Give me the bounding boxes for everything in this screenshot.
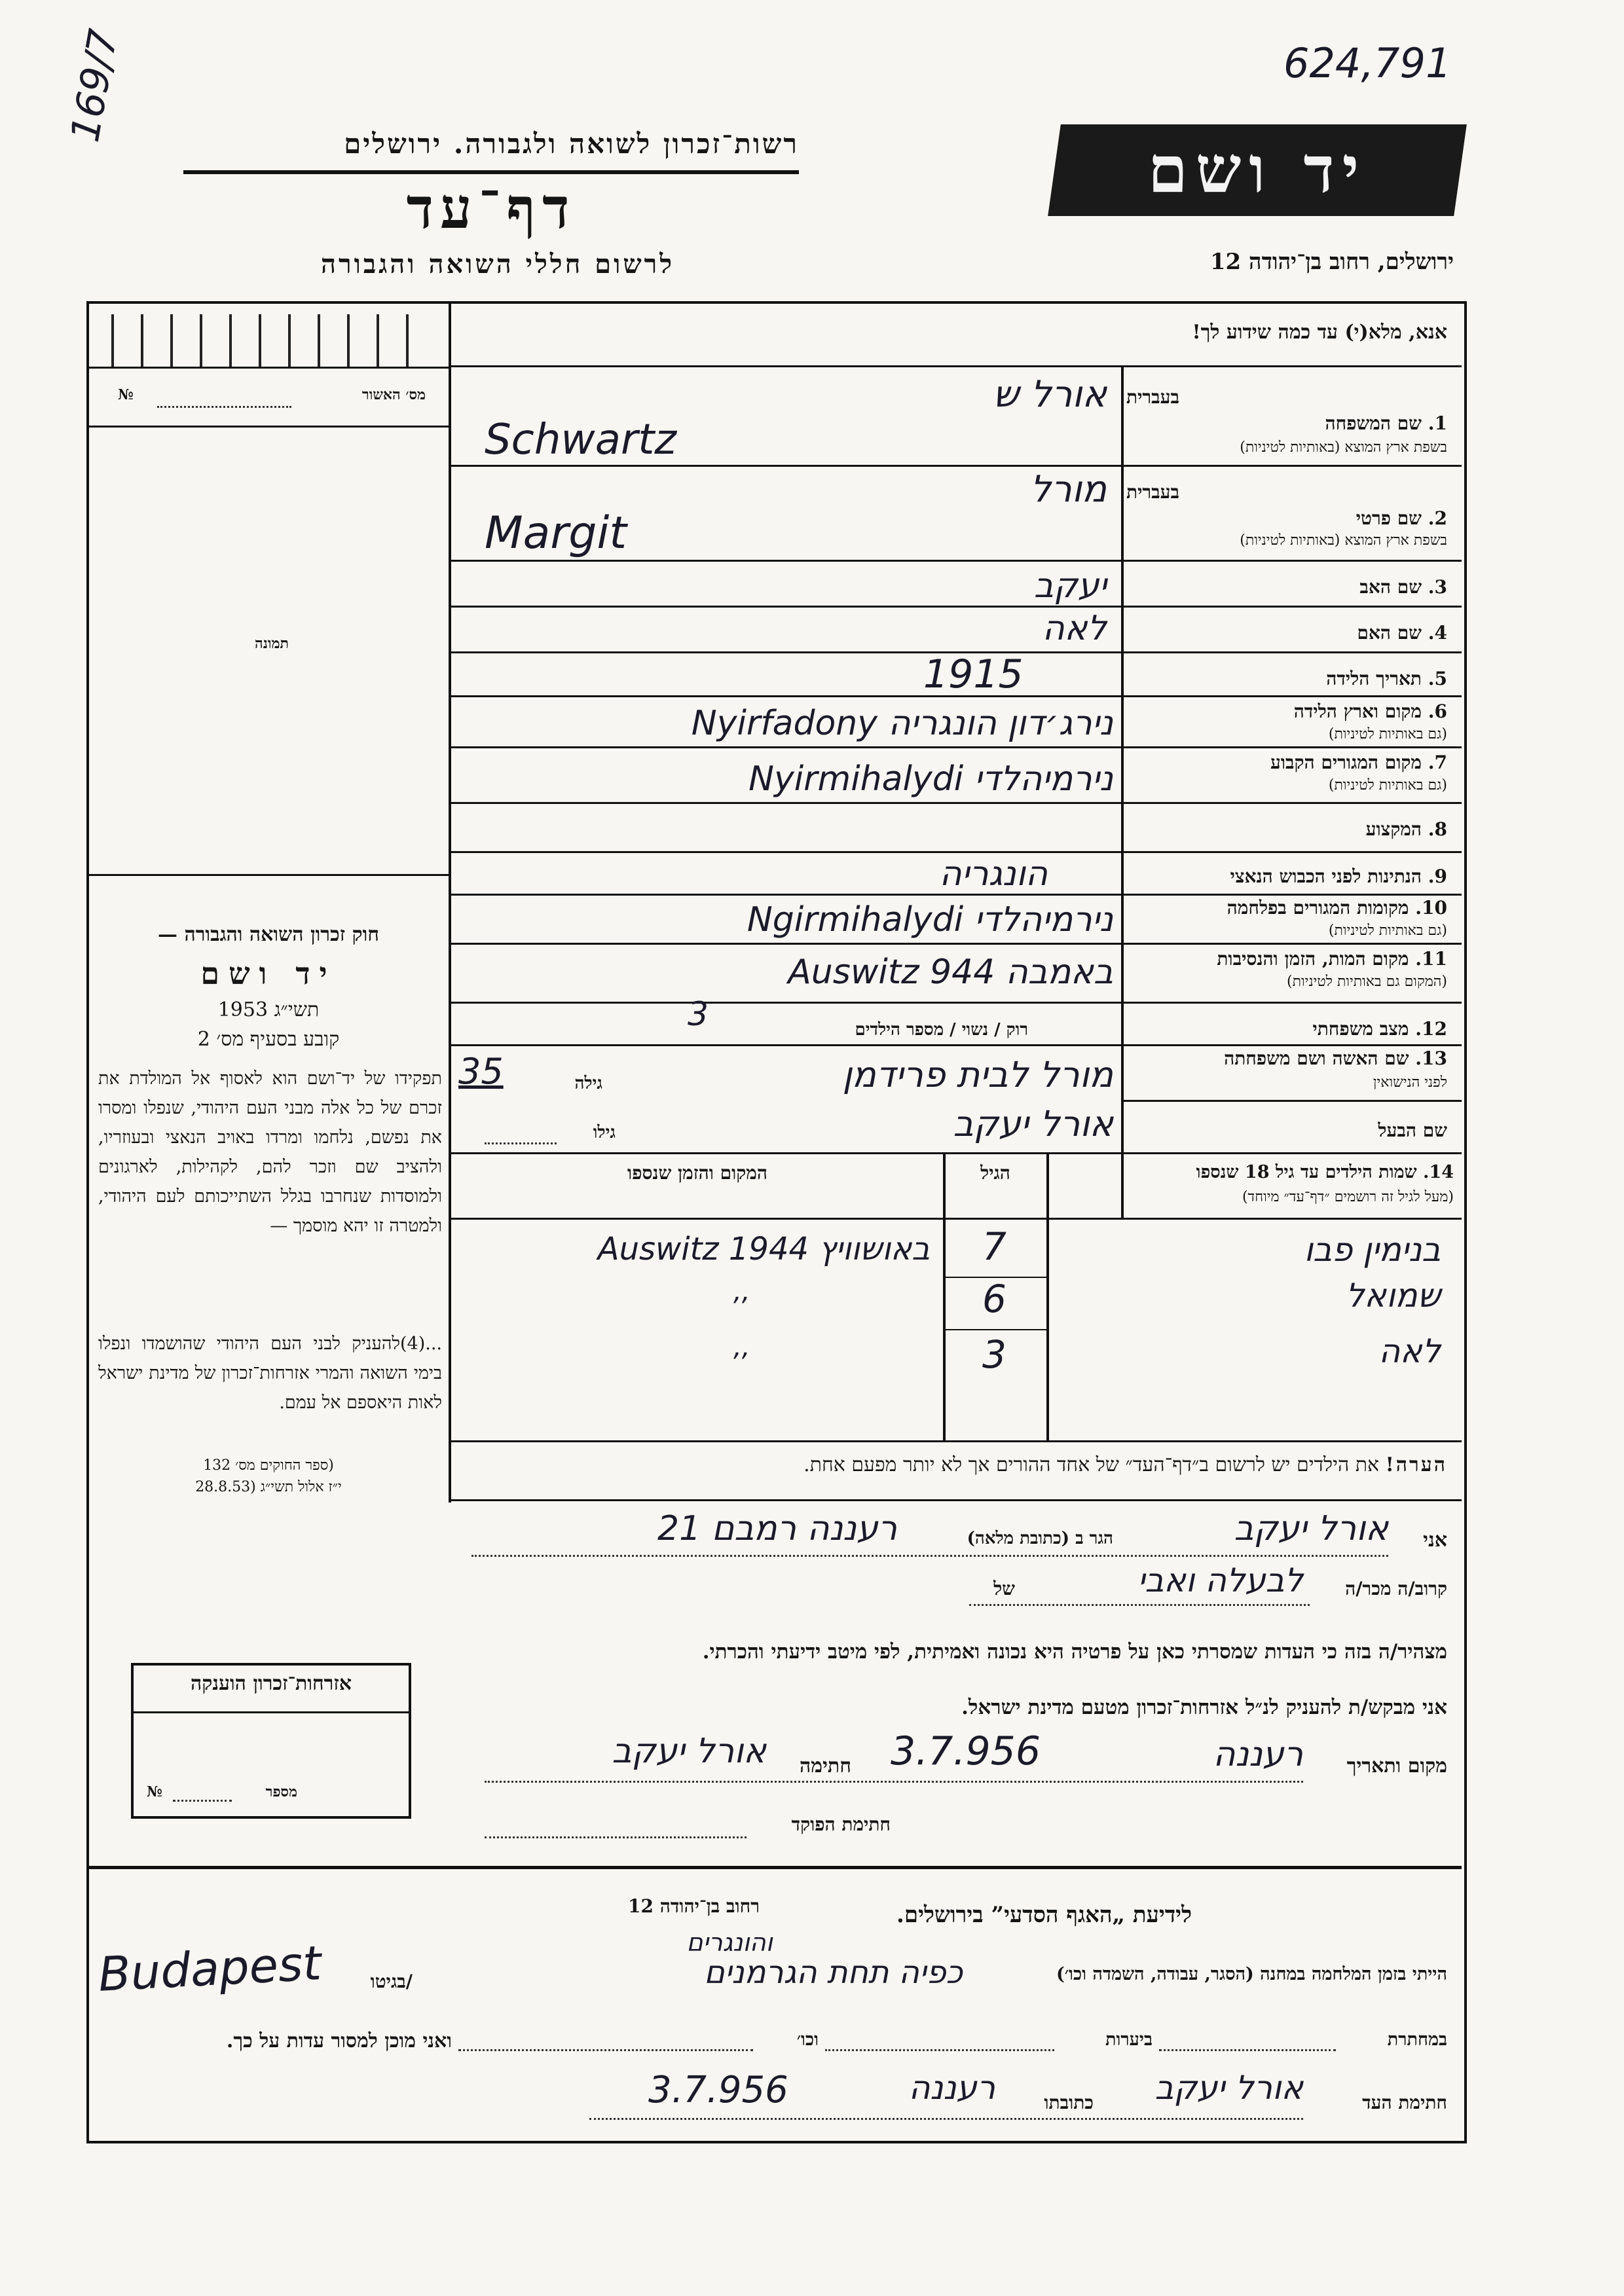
authority-underline [183, 170, 799, 174]
citizenship-number-label: מספר [265, 1783, 297, 1800]
declaration-relative-value[interactable]: לבעלה ואבי [1137, 1561, 1303, 1599]
field-5-value[interactable]: 1915 [923, 651, 1024, 697]
row-9-line [449, 894, 1462, 896]
approval-label: מס׳ האשור [361, 386, 426, 403]
info-address: רחוב בן־יהודה 12 [628, 1895, 760, 1917]
field-1-value-latin[interactable]: Schwartz [485, 416, 676, 464]
citizenship-number-field[interactable] [173, 1800, 232, 1802]
info-top-border [86, 1866, 1462, 1869]
signature-label: חתימה [800, 1755, 851, 1777]
field-3-num: 3. [1428, 576, 1447, 598]
info-line-2-field-a[interactable] [1159, 2049, 1336, 2051]
field-8-name: המקצוע [1365, 818, 1422, 840]
field-13-label [1126, 1048, 1447, 1070]
children-col-divider-1 [1046, 1152, 1049, 1440]
field-7-label [1126, 752, 1447, 774]
row-10-line [449, 943, 1462, 945]
field-5-label [1126, 668, 1447, 690]
law-name: יד ושם [200, 956, 337, 991]
declaration-line-1: מצהיר/ה בזה כי העדות שמסרתי כאן על פרטיה היא נכונה ואמיתית, לפי מיטב ידיעתי והכרתי. [702, 1640, 1447, 1664]
field-2-sub: בשפת ארץ המוצא (באותיות לטיניות) [1240, 532, 1447, 549]
approval-field[interactable] [157, 406, 291, 408]
info-line-2-c: וכו׳ [796, 2030, 819, 2050]
witness-date[interactable]: 3.7.956 [648, 2069, 788, 2111]
field-10-label [1126, 897, 1447, 919]
yad-vashem-logo [1048, 124, 1467, 216]
row-7-line [449, 802, 1462, 804]
officer-line[interactable] [485, 1836, 747, 1838]
ghetto-label: /בגיטו [370, 1971, 413, 1992]
row-8-line [449, 851, 1462, 853]
field-9-value[interactable]: הונגריה [939, 854, 1048, 894]
field-5-name: תאריך הלידה [1326, 668, 1422, 689]
field-11-name: מקום המות, הזמן והנסיבות [1217, 948, 1409, 970]
photo-label: תמונה [255, 635, 289, 652]
child-3-place[interactable]: ,, [733, 1332, 750, 1362]
children-bottom-line [449, 1440, 1462, 1442]
field-1-sub: בשפת ארץ המוצא (באותיות לטיניות) [1240, 439, 1447, 456]
children-header-line [449, 1218, 1462, 1220]
witness-sig-value[interactable]: אורל יעקב [1154, 2069, 1303, 2107]
left-top-divider [86, 367, 449, 369]
law-title: חוק זכרון השואה והגבורה — [158, 923, 379, 946]
husband-label: שם הבעל [1378, 1120, 1447, 1141]
note-text: את הילדים יש לרשום ב״דף־העד״ של אחד ההורים אך לא יותר מפעם אחת. [803, 1453, 1380, 1476]
field-4-value[interactable]: לאה [1042, 609, 1107, 648]
field-7-name: מקום המגורים הקבוע [1270, 752, 1422, 773]
child-3-age[interactable]: 3 [982, 1332, 1006, 1377]
approval-no: № [118, 386, 134, 403]
field-6-name: מקום וארץ הלידה [1293, 701, 1422, 722]
logo-text: יד ושם [1147, 132, 1367, 208]
field-11-value[interactable]: באמבה Auswitz 944 [788, 953, 1113, 992]
marital-options: רוק / נשוי / מספר הילדים [855, 1020, 1028, 1040]
field-2-value-hebrew[interactable]: מורל [1030, 468, 1107, 511]
witness-line [589, 2118, 1303, 2120]
law-ref-1: (ספר החוקים מס׳ 132 [203, 1457, 334, 1474]
field-2-label [1126, 507, 1447, 530]
child-1-name[interactable]: בנימין פבו [1304, 1231, 1441, 1269]
info-line-2-d: ואני מוכן למסור עדות על כך. [226, 2030, 452, 2052]
children-place-header: המקום והזמן שנספו [627, 1162, 767, 1184]
declaration-line-2: אני מבקש/ת להעניק לנ״ל אזרחות־זכרון מטעם מדינת ישראל. [961, 1696, 1447, 1719]
witness-address-label: כתובתו [1044, 2092, 1094, 2113]
margin-note-left: 169/7 [62, 26, 127, 146]
field-6-label [1126, 701, 1447, 723]
field-13-sub: לפני הנישואין [1373, 1074, 1447, 1091]
field-3-value[interactable]: יעקב [1033, 566, 1107, 606]
children-col-divider-2 [943, 1152, 946, 1440]
info-line-1-above[interactable]: והונגרים [686, 1928, 773, 1957]
field-2-hebrew-word: בעברית [1126, 481, 1180, 503]
info-line-1-value[interactable]: כפיה תחת הגרמנים [703, 1954, 963, 1991]
field-7-num: 7. [1428, 752, 1447, 773]
field-2-value-latin[interactable]: Margit [485, 507, 627, 559]
law-clause: ...(4)להעניק לבני העם היהודי שהושמדו ונפלו בימי השואה והמרי אזרחות־זכרון של מדינת ישראל לאות היאספם אל עמם. [98, 1334, 442, 1413]
margin-note-right: 624,791 [1283, 39, 1452, 87]
approval-ticks [111, 314, 426, 367]
field-10-sub: (גם באותיות לטיניות) [1328, 922, 1447, 939]
note [458, 1453, 1447, 1476]
child-1-age[interactable]: 7 [982, 1224, 1006, 1269]
place-date-label: מקום ותאריך [1346, 1755, 1447, 1777]
resides-line [471, 1555, 1388, 1557]
field-8-label [1126, 818, 1447, 841]
field-4-num: 4. [1428, 622, 1447, 644]
law-year: תשי״ג 1953 [217, 998, 320, 1021]
field-12-label [1126, 1018, 1447, 1040]
instruction-underline [449, 365, 1462, 367]
law-section: קובע בסעיף מס׳ 2 [197, 1028, 340, 1051]
field-6-value[interactable]: נירג׳דון הונגריה Nyirfadony [691, 704, 1113, 743]
form-title: דף־עד [406, 175, 576, 242]
children-sub: (מעל לגיל זה רושמים ״דף־עד״ מיוחד) [1242, 1189, 1454, 1205]
signature-line [485, 1781, 1303, 1783]
signature-value[interactable]: אורל יעקב [612, 1732, 766, 1771]
row-11-line [449, 1002, 1462, 1004]
info-title: לידיעת „האגף הסדעי” בירושלים. [896, 1902, 1192, 1928]
field-12-value[interactable]: 3 [688, 995, 709, 1033]
note-bottom-line [449, 1499, 1462, 1501]
field-6-sub: (גם באותיות לטיניות) [1328, 726, 1447, 742]
row-3-line [449, 606, 1462, 608]
child-2-line [943, 1329, 1046, 1330]
info-line-2-a: במחתרת [1387, 2030, 1447, 2050]
left-column-divider [449, 301, 451, 1503]
field-13-name: שם האשה ושם משפחתה [1224, 1048, 1409, 1069]
row-6-line [449, 746, 1462, 748]
declaration-relative-label: קרוב/ה מכר/ה [1345, 1578, 1447, 1599]
field-3-name: שם האב [1359, 576, 1422, 598]
field-10-name: מקומות המגורים בפלחמה [1227, 897, 1409, 919]
law-ref-2: י״ז אלול תשי״ג (28.8.53 [195, 1479, 342, 1495]
field-9-label [1126, 866, 1447, 888]
field-10-value[interactable]: נירמיהלדי Ngirmihalydi [747, 900, 1113, 939]
header-address: ירושלים, רחוב בן־יהודה 12 [1209, 249, 1454, 275]
child-3-name[interactable]: לאה [1378, 1332, 1441, 1370]
field-6-num: 6. [1428, 701, 1447, 722]
field-1-label [1126, 412, 1447, 435]
law-body: תפקידו של יד־ושם הוא לאסוף אל המולדת את זכרם של כל אלה מבני העם היהודי, שנפלו ומסרו את נפשם, נלחמו ומרדו באויב הנאצי ובעוזריו, ולהציב שם וזכר להם, לקהילות, לארגונים ולמוסדות שנחרבו בגלל השתייכותם לעם היהודי, ולמטרה זו יהא מוסמך — [98, 1068, 442, 1236]
row-12-line [449, 1044, 1462, 1046]
field-1-hebrew-word: בעברית [1126, 386, 1180, 408]
ghetto-value[interactable]: Budapest [97, 1935, 323, 2002]
declaration-shel: של [993, 1578, 1015, 1599]
field-7-value[interactable]: נירמיהלדי Nyirmihalydi [748, 759, 1113, 799]
field-2-num: 2. [1428, 507, 1447, 529]
witness-address-value[interactable]: רעננה [908, 2069, 995, 2107]
field-9-name: הנתינות לפני הכבוש הנאצי [1230, 866, 1422, 887]
declaration-ani-label: אני [1423, 1529, 1447, 1552]
field-12-name: מצב משפחתי [1312, 1018, 1409, 1040]
child-2-name[interactable]: שמואל [1346, 1277, 1441, 1315]
children-age-header: הגיל [980, 1162, 1010, 1184]
declaration-ani-value[interactable]: אורל יעקב [1234, 1509, 1388, 1548]
field-1-value-hebrew[interactable]: אורל ש [993, 373, 1107, 416]
age-label: גילה [574, 1074, 602, 1093]
declaration-date[interactable]: 3.7.956 [891, 1728, 1041, 1774]
row-2-line [449, 560, 1462, 562]
field-13-value[interactable]: מורל לבית פרידמן [842, 1054, 1113, 1095]
authority-line: רשות־זכרון לשואה ולגבורה. ירושלים [344, 128, 799, 160]
field-11-label [1126, 948, 1447, 970]
note-label: הערה! [1385, 1453, 1447, 1476]
children-title: 14. שמות הילדים עד גיל 18 שנספו [1196, 1162, 1454, 1182]
field-1-num: 1. [1428, 412, 1447, 434]
photo-bottom [86, 874, 449, 876]
field-7-sub: (גם באותיות לטיניות) [1328, 777, 1447, 793]
field-11-num: 11. [1415, 948, 1447, 970]
field-4-label [1126, 622, 1447, 644]
declaration-resides-label: הגר ב (כתובת מלאה) [967, 1529, 1113, 1548]
officer-label: חתימת הפוקד [791, 1813, 891, 1835]
row-1-line [449, 465, 1462, 467]
field-1-name: שם המשפחה [1325, 412, 1422, 434]
citizenship-title: אזרחות־זכרון הוענקה [190, 1672, 352, 1695]
declaration-resides-value[interactable]: רעננה רמבם 21 [657, 1509, 897, 1548]
field-4-name: שם האם [1357, 622, 1422, 644]
field-8-num: 8. [1428, 818, 1447, 840]
info-line-1-label: הייתי בזמן המלחמה במחנה (הסגר, עבודה, השמדה וכו׳) [1056, 1964, 1447, 1984]
field-2-name: שם פרטי [1356, 507, 1422, 529]
citizenship-box [131, 1663, 411, 1819]
field-10-num: 10. [1415, 897, 1447, 919]
relative-line [969, 1604, 1310, 1606]
field-9-num: 9. [1428, 866, 1447, 887]
witness-sig-label: חתימת העד [1362, 2092, 1447, 2113]
field-13-num: 13. [1415, 1048, 1447, 1069]
husband-age-label: גילו [593, 1123, 616, 1142]
row-13-line [1121, 1100, 1462, 1102]
child-2-age[interactable]: 6 [982, 1277, 1006, 1321]
citizenship-no: № [147, 1783, 162, 1800]
child-2-place[interactable]: ,, [733, 1277, 750, 1307]
label-column-divider [1121, 367, 1124, 1218]
approval-bottom [86, 426, 449, 428]
age-value[interactable]: 35 [458, 1051, 504, 1092]
field-3-label [1126, 576, 1447, 598]
field-11-sub: (המקום גם באותיות לטיניות) [1287, 974, 1447, 990]
husband-age-field[interactable] [485, 1142, 557, 1144]
place-value[interactable]: רעננה [1213, 1735, 1303, 1774]
child-1-place[interactable]: Auswitz 1944 באושוויץ [597, 1231, 930, 1267]
instruction: אנא, מלא(י) עד כמה שידוע לך! [1192, 321, 1447, 344]
field-5-num: 5. [1428, 668, 1447, 689]
field-12-num: 12. [1415, 1018, 1447, 1040]
form-subtitle: לרשום חללי השואה והגבורה [320, 249, 675, 280]
info-line-2-field-c[interactable] [458, 2049, 753, 2051]
row-husband-line [449, 1152, 1462, 1154]
husband-value[interactable]: אורל יעקב [953, 1103, 1113, 1144]
info-line-2-b: ביערות [1105, 2030, 1153, 2050]
info-line-2-field-b[interactable] [825, 2049, 1054, 2051]
citizenship-title-line [134, 1711, 409, 1713]
